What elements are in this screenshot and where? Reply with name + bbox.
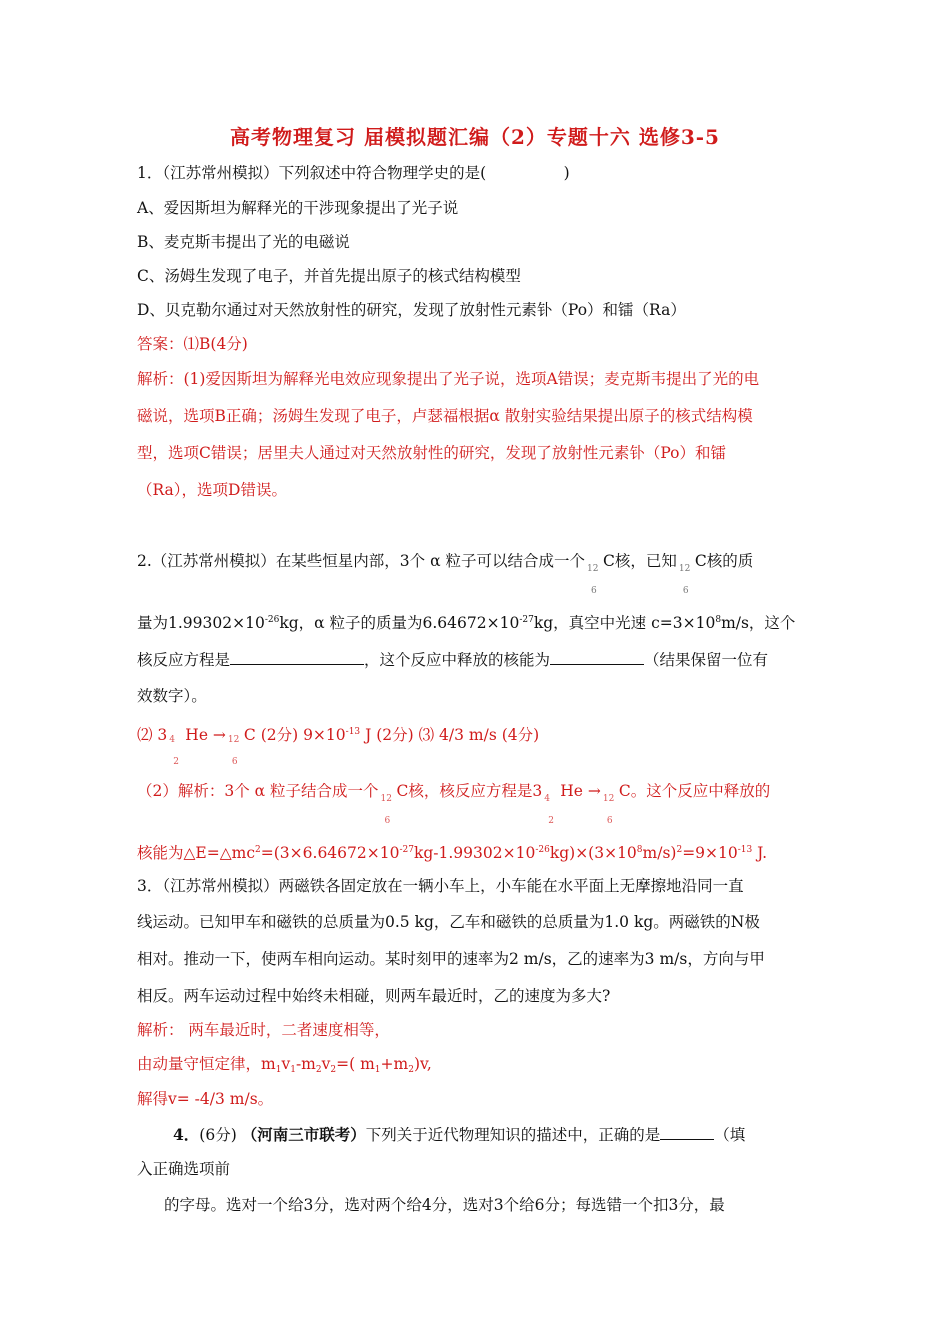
q1-analysis-line: 磁说，选项B正确；汤姆生发现了电子，卢瑟福根据α 散射实验结果提出原子的核式结构模: [137, 407, 753, 425]
carbon-12-isotope: 12 6: [678, 564, 691, 596]
q2-analysis-line-1: （2）解析：3个 α 粒子结合成一个 12 6 C核，核反应方程是3 4 2 He → 12 6 C。这个反应中释放的: [137, 782, 771, 826]
q3-line: 3．（江苏常州模拟）两磁铁各固定放在一辆小车上，小车能在水平面上无摩擦地沿同一直: [137, 877, 744, 895]
q4-line-2: 入正确选项前: [137, 1160, 231, 1178]
q2-line-2: 量为$1.99302\times 10^{-26}kg$，α 粒子的质量为$6.64672\times 10^{-27}kg$，真空中光速 $c=3\times 10^8m/s$，这个: [137, 614, 796, 632]
q2-line-1: 2.（江苏常州模拟）在某些恒星内部，3个 α 粒子可以结合成一个 12 6 C核，已知 12 6 C核的质: [137, 552, 754, 596]
q2-line-4: 效数字）。: [137, 687, 207, 705]
q1-option-d: D、贝克勒尔通过对天然放射性的研究，发现了放射性元素钋（Po）和镭（Ra）: [137, 301, 686, 319]
q1-option-b: B、麦克斯韦提出了光的电磁说: [137, 233, 350, 251]
q1-analysis-line: （Ra），选项D错误。: [137, 481, 287, 499]
q3-line: 相反。两车运动过程中始终未相碰，则两车最近时，乙的速度为多大?: [137, 987, 611, 1005]
page-title: 高考物理复习 届模拟题汇编（2）专题十六 选修3-5: [230, 125, 720, 149]
q3-analysis-3: 解得v= -4/3 m/s。: [137, 1090, 274, 1108]
q3-analysis-2: 由动量守恒定律，$m_1v_1-m_2v_2=$( $m_1+m_2)v$,: [137, 1055, 432, 1075]
q3-line: 相对。推动一下，使两车相向运动。某时刻甲的速率为2 m/s，乙的速率为3 m/s，方向与甲: [137, 950, 765, 968]
q1-analysis-line: 解析：(1)爱因斯坦为解释光电效应现象提出了光子说，选项A错误；麦克斯韦提出了光的电: [137, 370, 760, 388]
q3-line: 线运动。已知甲车和磁铁的总质量为0.5 kg，乙车和磁铁的总质量为1.0 kg。两磁铁的N极: [137, 913, 760, 931]
q1-analysis-line: 型，选项C错误；居里夫人通过对天然放射性的研究，发现了放射性元素钋（Po）和镭: [137, 444, 726, 462]
q4-line-1: 4．(6分) （河南三市联考）下列关于近代物理知识的描述中，正确的是 （填: [173, 1125, 746, 1144]
q1-option-a: A、爱因斯坦为解释光的干涉现象提出了光子说: [137, 199, 459, 217]
q1-answer: 答案：⑴B(4分): [137, 335, 248, 353]
q1-option-c: C、汤姆生发现了电子，并首先提出原子的核式结构模型: [137, 267, 521, 285]
carbon-12-isotope: 12 6: [380, 794, 392, 826]
helium-4-isotope: 4 2: [544, 794, 555, 826]
q2-answer: ⑵ 3 4 2 He → 12 6 C (2分) $9\times 10^{-13}$ J (2分) ⑶ 4/3 m/s (4分): [137, 722, 539, 745]
helium-4-isotope: 4 2: [169, 735, 180, 767]
q3-analysis-1: 解析： 两车最近时，二者速度相等，: [137, 1021, 390, 1039]
answer-blank[interactable]: [550, 649, 644, 665]
q2-analysis-line-2: 核能为$\triangle E=\triangle mc^2=(3\times 6.64672\times 10^{-27}kg-1.99302\times 10^{-26}kg)\times(3\times 10^8m/s)^2=9\times 10^{-13}$ J.: [137, 844, 768, 862]
carbon-12-isotope: 12 6: [586, 564, 599, 596]
answer-blank[interactable]: [230, 649, 364, 665]
carbon-12-isotope: 12 6: [602, 794, 615, 826]
q1-stem: 1．（江苏常州模拟）下列叙述中符合物理学史的是( ): [137, 164, 570, 182]
carbon-12-isotope: 12 6: [227, 735, 240, 767]
q4-line-3: 的字母。选对一个给3分，选对两个给4分，选对3个给6分；每选错一个扣3分，最: [164, 1196, 725, 1214]
q2-line-3: 核反应方程是 ，这个反应中释放的核能为 （结果保留一位有: [137, 651, 769, 669]
answer-blank[interactable]: [660, 1124, 714, 1140]
